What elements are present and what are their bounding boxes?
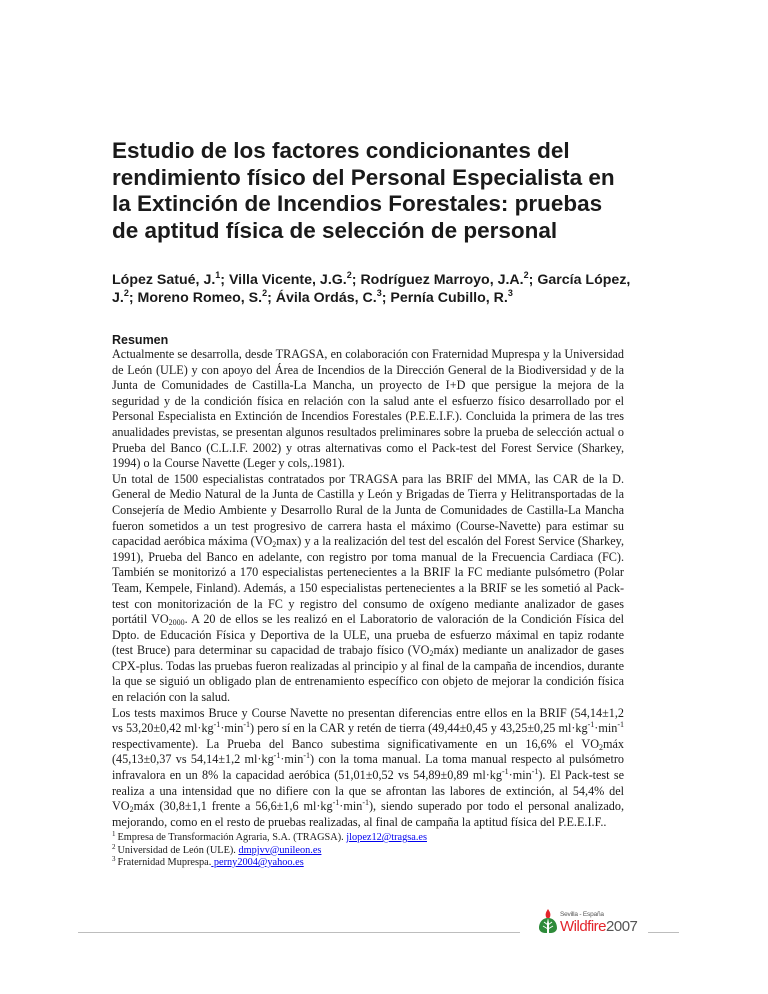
author: Ávila Ordás, C. — [275, 289, 377, 306]
author: López Satué, J. — [112, 272, 216, 288]
abstract-body — [112, 347, 624, 830]
email-link[interactable]: dmpjvv@unileon.es — [238, 844, 322, 856]
logo-location: Sevilla - España — [560, 911, 604, 918]
footer-divider — [648, 932, 679, 933]
footnotes — [112, 832, 624, 870]
author: Villa Vicente, J.G. — [228, 272, 347, 288]
logo-wordmark: Wildfire2007 — [560, 918, 638, 935]
paper-title: Estudio de los factores condicionantes del rendimiento físico del Personal Especialista en la Extinción de Incendios Forestales: pruebas de aptitud física de selección de personal — [112, 138, 615, 243]
abstract-heading: Resumen — [112, 333, 169, 347]
abstract-paragraph-2: Un total de 1500 especialistas contratados por TRAGSA para las BRIF del MMA, las CAR de la D. General de Medio Natural de la Junta de Castilla y León y Brigadas de Tierra y Helitransportadas de la Consejería de Medio Ambiente y Desarrollo Rural de la Junta de Comunidades de Castilla-La Mancha fueron sometidos a un test progresivo de carrera hasta el máximo (Course-Navette) para estimar su capacidad aeróbica máxima $(VO_2\max)$ y a la realización del test del escalón del Forest Service (Sharkey, 1991), Prueba del Banco en adelante, con registro por toma manual de la Frecuencia Cardiaca (FC). También se monitorizó a 170 especialistas pertenecientes a la BRIF la FC mediante pulsómetro (Polar Team, Kempele, Finland). Además, a 150 especialistas pertenecientes a la BRIF se les sometió al Pack-test con monitorización de la FC y registro del consumo de oxígeno mediante analizador de gases portátil $VO_{2000}$. A 20 de ellos se les realizó en el Laboratorio de valoración de la Condición Física del Dpto. de Educación Física y Deportiva de la ULE, una prueba de esfuerzo máximal en tapiz rodante (test Bruce) para determinar su capacidad de trabajo físico $(VO_2máx)$ mediante un analizador de gases CPX-plus. Todas las pruebas fueron realizadas al principio y al final de la campaña de incendios, durante la que se siguió un obligado plan de entrenamiento específico con objeto de mejorar la condición física en relación con la salud. — [112, 471, 625, 705]
footnote: $^3$ Fraternidad Muprespa. perny2004@yahoo.es — [112, 855, 304, 869]
author-list: López Satué, J.$^1$; Villa Vicente, J.G.$^2$; Rodríguez Marroyo, J.A.$^2$; García López, J.$^2$; Moreno Romeo, S.$^2$; Ávila Ordás, C.$^3$; Pernía Cubillo, R.$^3$ — [112, 270, 631, 306]
author: García López, J. — [112, 272, 631, 306]
author: Rodríguez Marroyo, J.A. — [360, 272, 524, 288]
abstract-paragraph-3: Los tests maximos Bruce y Course Navette no presentan diferencias entre ellos en la BRIF (54,14±1,2 vs 53,20±0,42 $ml\cdot kg^{-1}\cdot\min^{-1}$) pero sí en la CAR y retén de tierra (49,44±0,45 y 43,25±0,25 $ml\cdot kg^{-1}\cdot\min^{-1}$ respectivamente). La Prueba del Banco subestima significativamente en un 16,6% el $VO_2máx$ (45,13±0,37 vs 54,14±1,2 $ml\cdot kg^{-1}\cdot\min^{-1}$) con la toma manual. La toma manual respecto al pulsómetro infravalora en un 8% la capacidad aeróbica (51,01±0,52 vs 54,89±0,89 $ml\cdot kg^{-1}\cdot\min^{-1}$). El Pack-test se realiza a una intensidad que no difiere con la que se afrontan las labores de extinción, al 54,4% del $VO_2máx$ (30,8±1,1 frente a 56,6±1,6 $ml\cdot kg^{-1}\cdot\min^{-1}$), siendo superado por todo el personal analizado, mejorando, como en el resto de pruebas realizadas, al final de campaña la aptitud física del P.E.E.I.F.. — [112, 705, 625, 829]
author: Pernía Cubillo, R. — [390, 289, 508, 306]
email-link[interactable]: jlopez12@tragsa.es — [346, 832, 427, 843]
author: Moreno Romeo, S. — [137, 289, 263, 306]
wildfire-2007-logo — [538, 908, 648, 938]
flame-leaf-icon — [538, 909, 558, 935]
abstract-paragraph-1: Actualmente se desarrolla, desde TRAGSA, en colaboración con Fraternidad Muprespa y la Universidad de León (ULE) y con apoyo del Área de Incendios de la Dirección General de la Biodiversidad y de la Junta de Comunidades de Castilla-La Mancha, un proyecto de I+D que persigue la mejora de la seguridad y de la condición física en relación con la salud ante el esfuerzo físico desarrollado por el Personal Especialista en Extinción de Incendios Forestales (P.E.E.I.F.). Concluida la primera de las tres anualidades previstas, se presentan algunos resultados preliminares sobre la prueba de selección actual o Prueba del Banco (C.L.I.F. 2002) y otras alternativas como el Pack-test del Forest Service (Sharkey, 1994) o la Course Navette (Leger y cols,.1981). — [112, 347, 624, 471]
footnote: $^2$ Universidad de León (ULE). dmpjvv@unileon.es — [112, 842, 322, 856]
email-link[interactable]: perny2004@yahoo.es — [211, 857, 304, 869]
footer-divider — [78, 932, 520, 933]
footnote: $^1$ Empresa de Transformación Agraria, S.A. (TRAGSA). jlopez12@tragsa.es — [112, 830, 427, 843]
